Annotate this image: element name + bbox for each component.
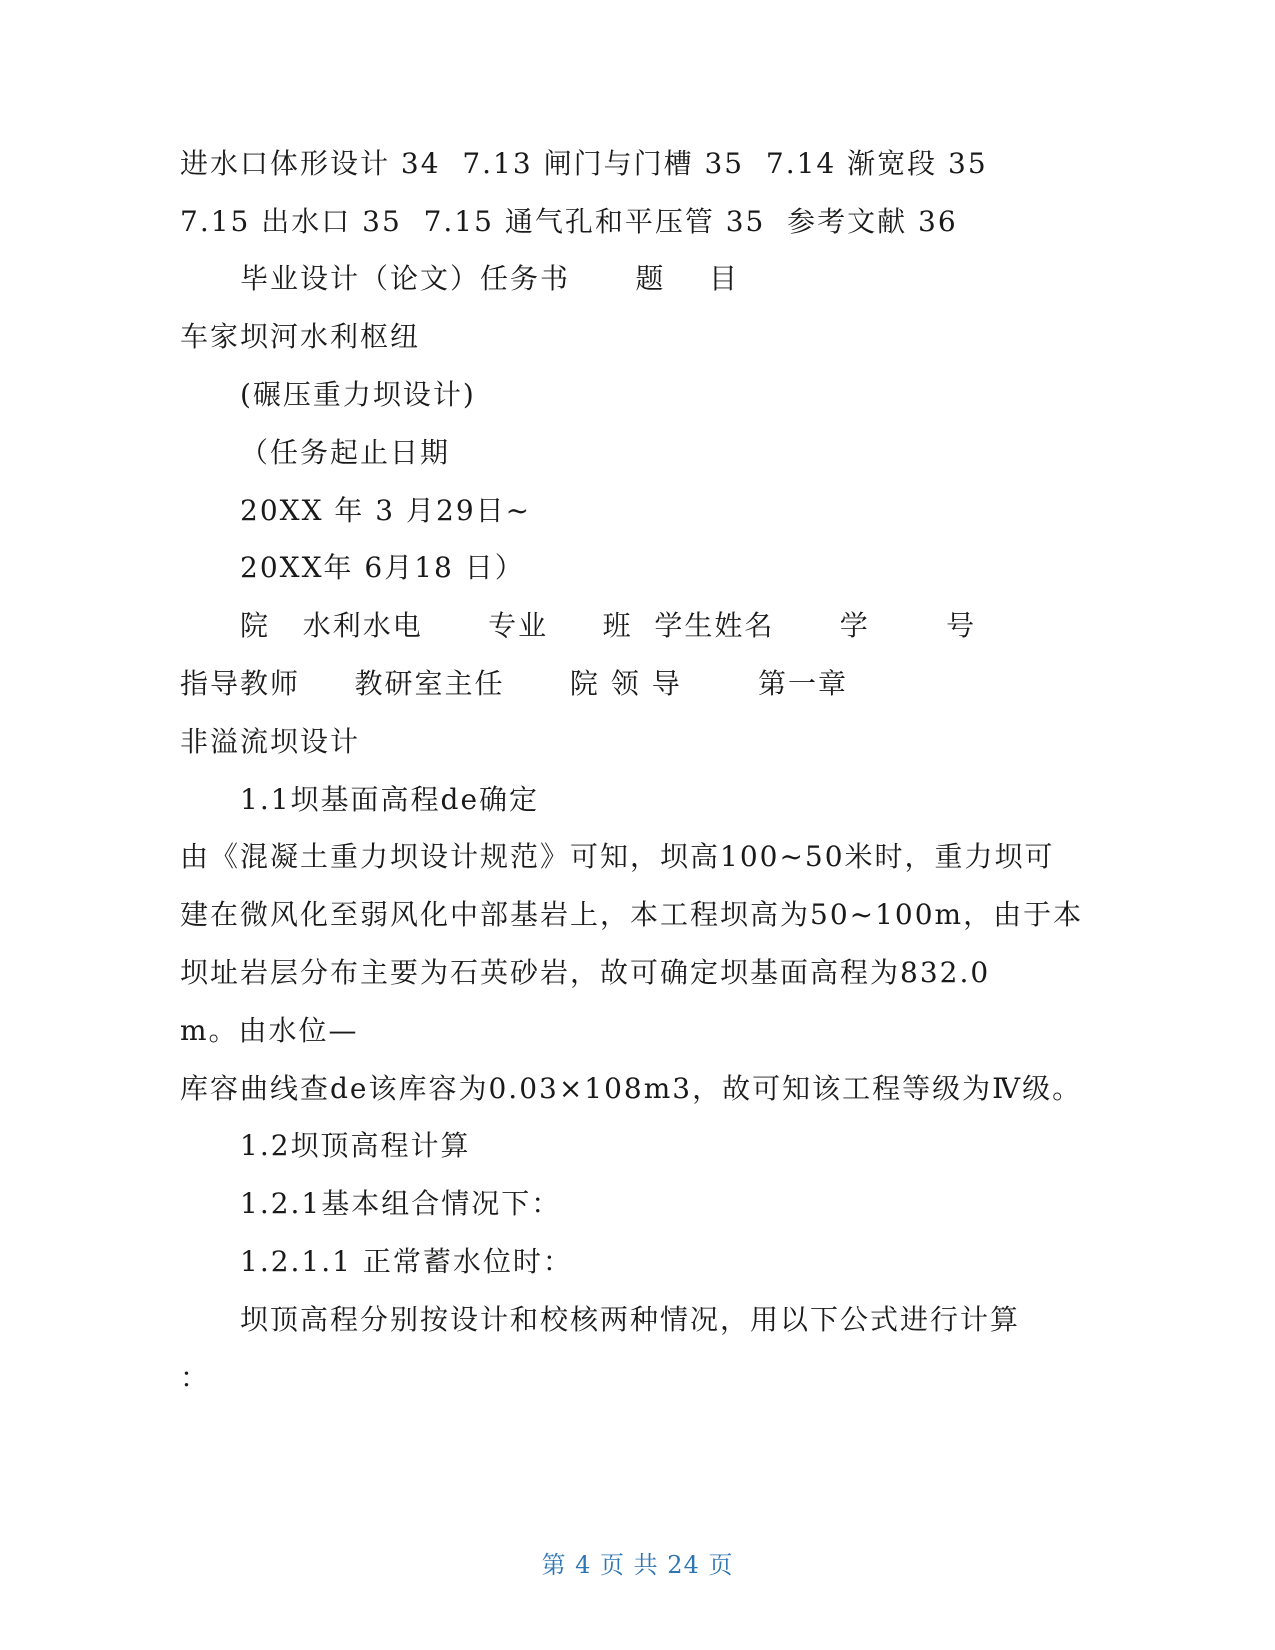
student-info-line: 院 水利水电 专业 班 学生姓名 学 号 [240, 609, 977, 642]
task-book-title: 毕业设计（论文）任务书 题 目 [240, 262, 740, 295]
advisor-info-line: 指导教师 教研室主任 院 领 导 第一章 [180, 667, 849, 700]
toc-line-2: 7.15 出水口 35 7.15 通气孔和平压管 35 参考文献 36 [180, 205, 958, 238]
chapter-title: 非溢流坝设计 [180, 725, 361, 758]
project-subtitle: (碾压重力坝设计) [240, 378, 476, 411]
paragraph-line-1: 由《混凝土重力坝设计规范》可知，坝高100~50米时，重力坝可 [180, 840, 1055, 873]
formula-intro-line: 坝顶高程分别按设计和校核两种情况，用以下公式进行计算 [240, 1303, 1021, 1336]
section-heading-1-2-1-1: 1.2.1.1 正常蓄水位时： [240, 1245, 573, 1278]
paragraph-line-4: m。由水位— [180, 1014, 359, 1047]
page-number-footer: 第 4 页 共 24 页 [541, 1551, 734, 1579]
formula-intro-colon: ： [180, 1361, 211, 1394]
section-heading-1-2: 1.2坝顶高程计算 [240, 1129, 471, 1162]
section-heading-1-2-1: 1.2.1基本组合情况下： [240, 1187, 562, 1220]
project-name: 车家坝河水利枢纽 [180, 320, 421, 353]
end-date: 20XX年 6月18 日） [240, 551, 525, 584]
paragraph-line-2: 建在微风化至弱风化中部基岩上，本工程坝高为50~100m，由于本 [180, 898, 1084, 931]
paragraph-line-3: 坝址岩层分布主要为石英砂岩，故可确定坝基面高程为832.0 [180, 956, 991, 989]
start-date: 20XX 年 3 月29日~ [240, 494, 532, 527]
section-heading-1-1: 1.1坝基面高程de确定 [240, 783, 540, 816]
toc-line-1: 进水口体形设计 34 7.13 闸门与门槽 35 7.14 渐宽段 35 [180, 147, 988, 180]
paragraph-line-5: 库容曲线查de该库容为0.03×108m3，故可知该工程等级为Ⅳ级。 [180, 1072, 1083, 1105]
date-range-label: （任务起止日期 [240, 436, 451, 469]
